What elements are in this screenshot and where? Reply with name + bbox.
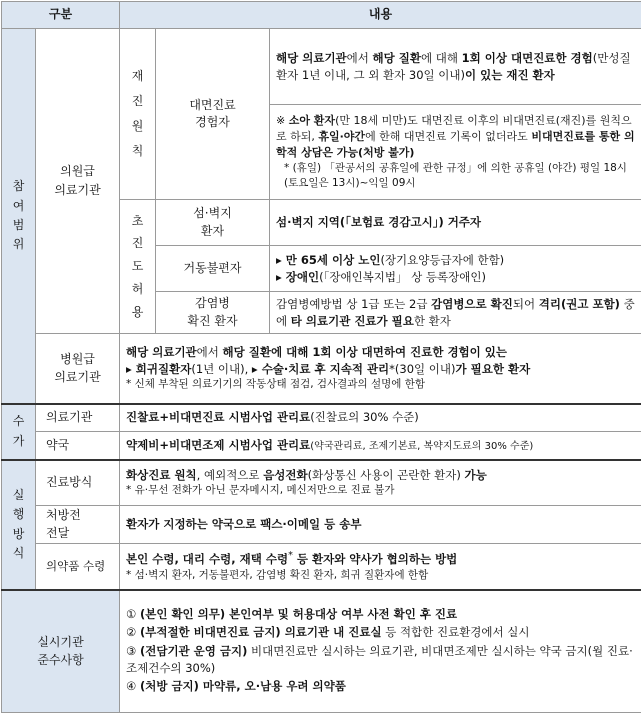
section-participation: 참여범위 xyxy=(2,29,36,404)
mobility-criteria: ▸ 만 65세 이상 노인(장기요양등급자에 한함) ▸ 장애인(「장애인복지법」 상 등록장애인) xyxy=(270,246,642,292)
method-way-text: 화상진료 원칙, 예외적으로 음성전화(화상통신 사용이 곤란한 환자) 가능 * 유·무선 전화가 아닌 문자메시지, 메신저만으로 진료 불가 xyxy=(120,460,642,506)
method-rx-label: 처방전 전달 xyxy=(36,506,120,544)
pediatric-note: ※ 소아 환자(만 18세 미만)도 대면진료 이후의 비대면진료(재진)를 원칙으로 하되, 휴일·야간에 한해 대면진료 기록이 없더라도 비대면진료를 통한 의학적 상담은 가능(처방 불가) * (휴일) 「관공서의 공휴일에 관한 규정」에 의한 공휴일 (야간) 평일 18시(토요일은 13시)~익일 09시 xyxy=(270,105,642,200)
face-experienced-criteria: 해당 의료기관에서 해당 질환에 대해 1회 이상 대면진료한 경험(만성질환자 1년 이내, 그 외 환자 30일 이내)이 있는 재진 환자 xyxy=(270,29,642,105)
revisit-label: 재진 원칙 xyxy=(120,29,156,200)
fee-clinic-label: 의료기관 xyxy=(36,404,120,432)
fee-pharmacy-label: 약국 xyxy=(36,432,120,460)
rule-1: ① (본인 확인 의무) 본인여부 및 허용대상 여부 사전 확인 후 진료 xyxy=(126,606,458,621)
holiday-night-definition: * (휴일) 「관공서의 공휴일에 관한 규정」에 의한 공휴일 (야간) 평일 18시(토요일은 13시)~익일 09시 xyxy=(284,161,627,189)
infection-criteria: 감염병예방법 상 1급 또는 2급 감염병으로 확진되어 격리(권고 포함) 중에 타 의료기관 진료가 필요한 환자 xyxy=(270,292,642,334)
face-experienced-label: 대면진료 경험자 xyxy=(156,29,270,200)
method-way-label: 진료방식 xyxy=(36,460,120,506)
first-visit-label: 초진 도 허용 xyxy=(120,200,156,334)
island-criteria: 섬·벽지 지역(「보험료 경감고시」) 거주자 xyxy=(270,200,642,246)
section-fee: 수가 xyxy=(2,404,36,460)
method-way-note: * 유·무선 전화가 아닌 문자메시지, 메신저만으로 진료 불가 xyxy=(126,484,395,497)
fee-clinic-text: 진찰료+비대면진료 시범사업 관리료(진찰료의 30% 수준) xyxy=(120,404,642,432)
rules-list xyxy=(120,590,642,713)
header-content: 내용 xyxy=(120,2,642,29)
rule-3: ③ (전담기관 운영 금지) 비대면진료만 실시하는 의료기관, 비대면조제만 실시하는 약국 금지(월 진료·조제건수의 30%) xyxy=(126,643,633,675)
rule-2: ② (부적절한 비대면진료 금지) 의료기관 내 진료실 등 적합한 진료환경에서 실시 xyxy=(126,625,530,640)
pilot-program-table xyxy=(1,1,641,713)
hospital-criteria: 해당 의료기관에서 해당 질환에 대해 1회 이상 대면하여 진료한 경험이 있는 ▸ 희귀질환자(1년 이내), ▸ 수술·치료 후 지속적 관리*(30일 이내)가 필요한 환자 * 신체 부착된 의료기기의 작동상태 점검, 검사결과의 설명에 한함 xyxy=(120,334,642,404)
island-label: 섬·벽지 환자 xyxy=(156,200,270,246)
clinic-label: 의원급 의료기관 xyxy=(36,29,120,334)
method-med-text: 본인 수령, 대리 수령, 재택 수령* 등 환자와 약사가 협의하는 방법 * 섬·벽지 환자, 거동불편자, 감염병 확진 환자, 희귀 질환자에 한함 xyxy=(120,544,642,590)
method-med-note: * 섬·벽지 환자, 거동불편자, 감염병 확진 환자, 희귀 질환자에 한함 xyxy=(126,568,429,581)
method-rx-text: 환자가 지정하는 약국으로 팩스·이메일 등 송부 xyxy=(120,506,642,544)
section-method: 실행방식 xyxy=(2,460,36,590)
mobility-label: 거동불편자 xyxy=(156,246,270,292)
header-category: 구분 xyxy=(2,2,120,29)
hospital-note: * 신체 부착된 의료기기의 작동상태 점검, 검사결과의 설명에 한함 xyxy=(126,378,426,391)
rule-4: ④ (처방 금지) 마약류, 오·남용 우려 의약품 xyxy=(126,679,346,694)
hospital-label: 병원급 의료기관 xyxy=(36,334,120,404)
infection-label: 감염병 확진 환자 xyxy=(156,292,270,334)
fee-pharmacy-text: 약제비+비대면조제 시범사업 관리료(약국관리료, 조제기본료, 복약지도료의 30% 수준) xyxy=(120,432,642,460)
section-rules: 실시기관 준수사항 xyxy=(2,590,120,713)
method-med-label: 의약품 수령 xyxy=(36,544,120,590)
